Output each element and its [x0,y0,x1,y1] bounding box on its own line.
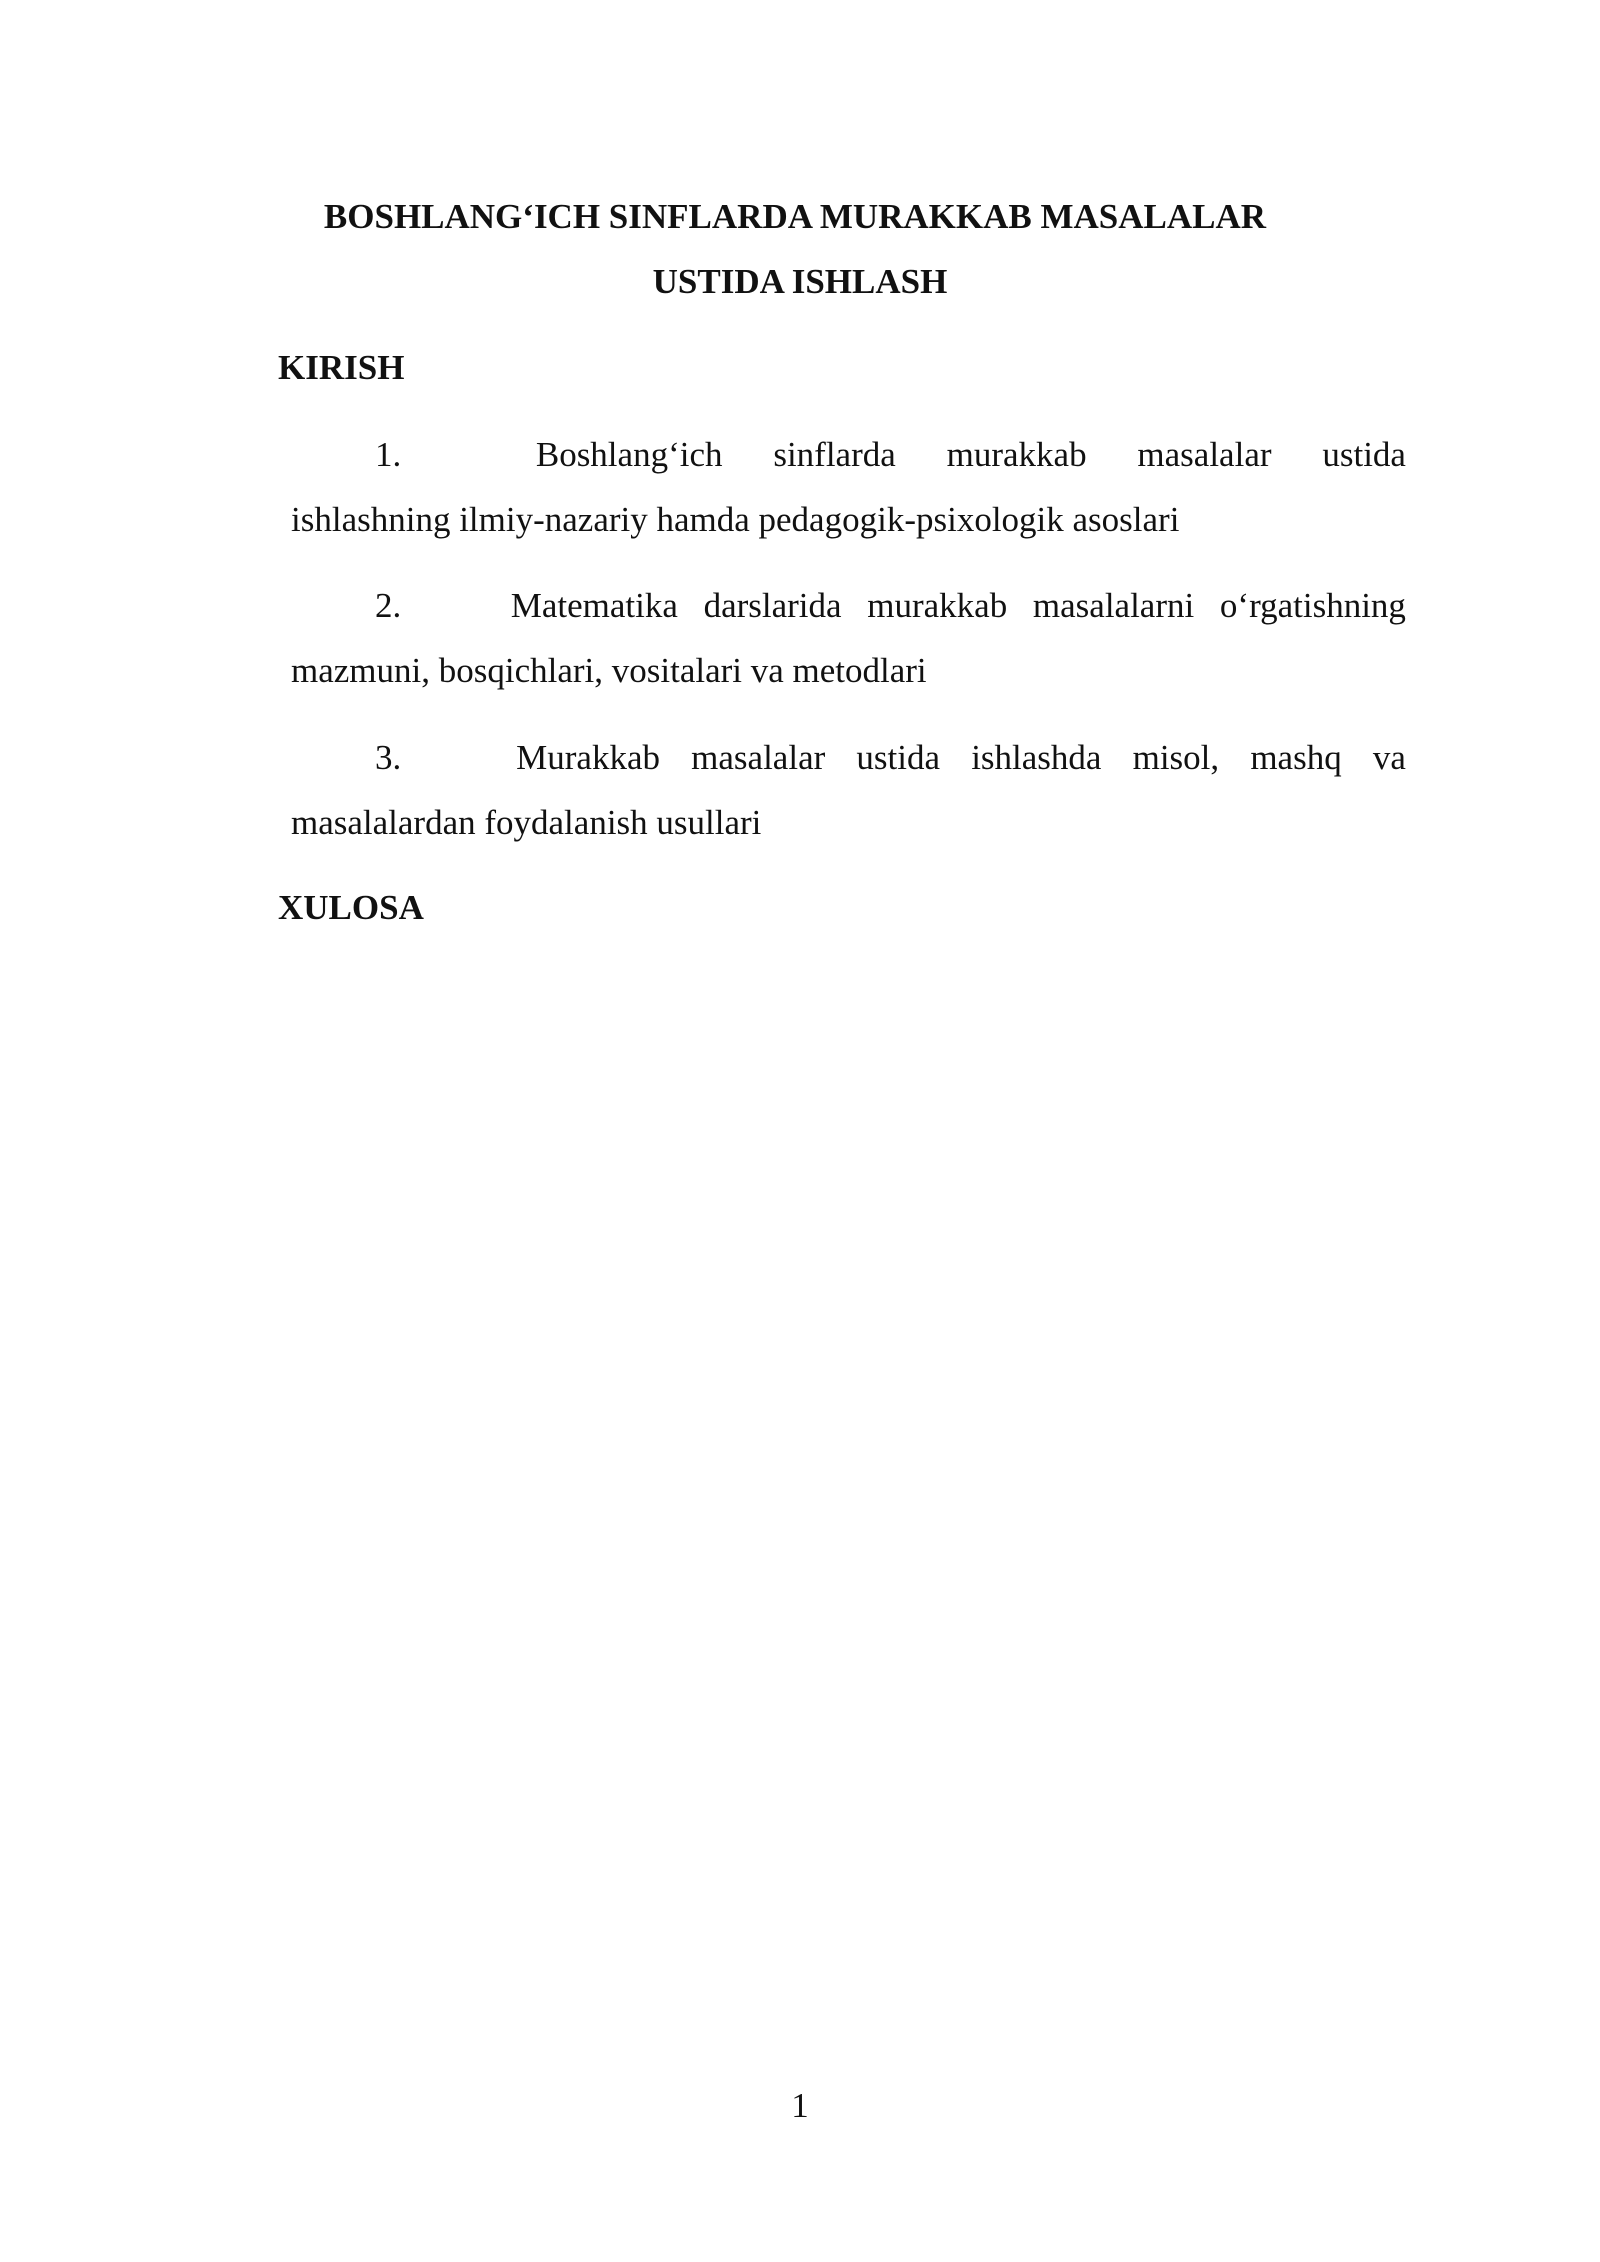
toc-item-word: Matematika [510,586,678,625]
toc-item-3-first-line [291,737,1406,779]
toc-item-word: va [1372,738,1406,777]
toc-item-3 [291,737,1406,844]
toc-item-2 [291,585,1406,692]
toc-item-word: murakkab [867,586,1008,625]
toc-item-number: 2. [375,586,402,625]
toc-item-number: 1. [375,435,402,474]
toc-item-word: Murakkab [516,738,661,777]
page-number: 1 [791,2086,809,2125]
toc-item-word: misol, [1132,738,1220,777]
toc-item-word: masalalarni [1032,586,1195,625]
toc-item-word: ustida [856,738,941,777]
toc-item-word: ustida [1322,435,1406,474]
toc-item-word: sinflarda [773,435,896,474]
toc-item-2-continuation: mazmuni, bosqichlari, vositalari va metodlari [291,651,927,690]
intro-heading: KIRISH [278,348,405,387]
toc-item-number: 3. [375,738,402,777]
toc-item-word: ishlashda [971,738,1102,777]
toc-item-1 [291,434,1406,541]
toc-item-2-first-line [291,585,1406,627]
toc-item-3-continuation: masalalardan foydalanish usullari [291,803,762,842]
toc-item-word: murakkab [946,435,1087,474]
toc-item-word: darslarida [703,586,842,625]
toc-item-word: o‘rgatishning [1219,586,1406,625]
document-title-line-1: BOSHLANG‘ICH SINFLARDA MURAKKAB MASALALAR [323,197,1267,236]
toc-item-word: Boshlang‘ich [535,435,723,474]
toc-item-word: mashq [1250,738,1342,777]
conclusion-heading: XULOSA [278,888,424,927]
toc-item-1-first-line [291,434,1406,476]
document-title-line-2: USTIDA ISHLASH [652,262,948,301]
toc-item-1-continuation: ishlashning ilmiy-nazariy hamda pedagogik-psixologik asoslari [291,500,1180,539]
toc-item-word: masalalar [691,738,826,777]
toc-item-word: masalalar [1137,435,1272,474]
